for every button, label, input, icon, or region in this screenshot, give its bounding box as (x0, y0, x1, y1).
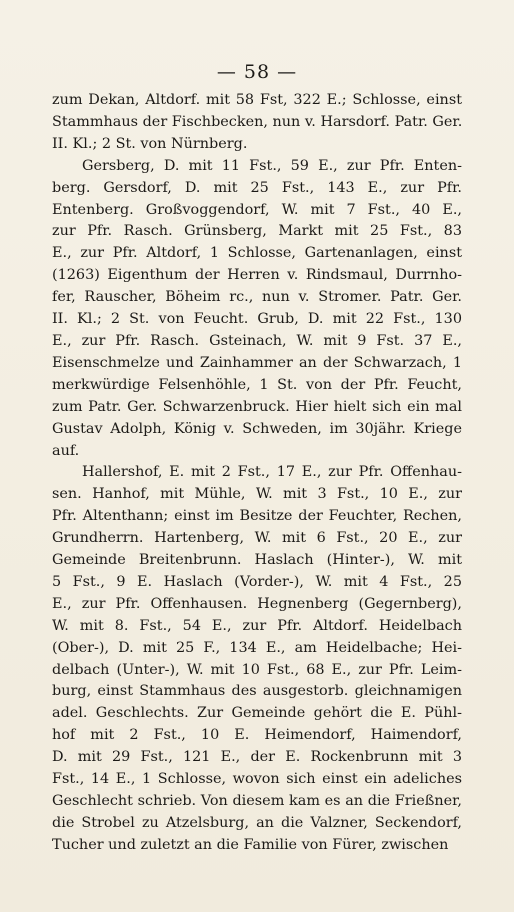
text-line: 5 Fst., 9 E. Haslach (Vorder-), W. mit 4 Fst., 25 (52, 573, 462, 590)
text-line: Fst., 14 E., 1 Schlosse, wovon sich einst ein adeliches (52, 771, 462, 788)
text-line: D. mit 29 Fst., 121 E., der E. Rockenbrunn mit 3 (52, 749, 462, 766)
text-line: Stammhaus der Fischbecken, nun v. Harsdorf. Patr. Ger. (52, 113, 462, 130)
paragraph (52, 156, 462, 463)
text-line: Gersberg, D. mit 11 Fst., 59 E., zur Pfr. Enten- (82, 157, 462, 174)
text-line: E., zur Pfr. Rasch. Gsteinach, W. mit 9 Fst. 37 E., (52, 332, 462, 349)
text-line: Pfr. Altenthann; einst im Besitze der Feuchter, Rechen, (52, 508, 462, 525)
text-line: zum Patr. Ger. Schwarzenbruck. Hier hielt sich ein mal (52, 398, 462, 415)
text-line: Entenberg. Großvoggendorf, W. mit 7 Fst., 40 E., (52, 201, 462, 218)
text-line: Geschlecht schrieb. Von diesem kam es an die Frießner, (52, 793, 462, 809)
text-line: hof mit 2 Fst., 10 E. Heimendorf, Haimendorf, (52, 727, 462, 744)
text-line: Eisenschmelze und Zainhammer an der Schwarzach, 1 (52, 354, 462, 371)
text-line: adel. Geschlechts. Zur Gemeinde gehört die E. Pühl- (52, 705, 462, 722)
paragraph (52, 90, 462, 156)
text-line: (1263) Eigenthum der Herren v. Rindsmaul, Durrnho- (52, 267, 462, 284)
text-line: II. Kl.; 2 St. von Nürnberg. (52, 135, 248, 152)
text-line: merkwürdige Felsenhöhle, 1 St. von der Pfr. Feucht, (52, 376, 462, 393)
text-line: E., zur Pfr. Altdorf, 1 Schlosse, Gartenanlagen, einst (52, 245, 462, 262)
text-line: Grundherrn. Hartenberg, W. mit 6 Fst., 20 E., zur (52, 530, 462, 547)
body-text (52, 90, 462, 857)
text-line: fer, Rauscher, Böheim rc., nun v. Stromer. Patr. Ger. (52, 289, 462, 306)
text-line: sen. Hanhof, mit Mühle, W. mit 3 Fst., 10 E., zur (52, 486, 462, 503)
text-line: zur Pfr. Rasch. Grünsberg, Markt mit 25 Fst., 83 (52, 223, 462, 240)
text-line: Gustav Adolph, König v. Schweden, im 30jähr. Kriege (52, 420, 462, 437)
page-number: — 58 — (216, 61, 298, 83)
text-line: berg. Gersdorf, D. mit 25 Fst., 143 E., zur Pfr. (52, 179, 462, 196)
text-line: zum Dekan, Altdorf. mit 58 Fst, 322 E.; Schlosse, einst (52, 92, 462, 108)
text-line: II. Kl.; 2 St. von Feucht. Grub, D. mit 22 Fst., 130 (52, 311, 462, 328)
text-line: auf. (52, 442, 80, 459)
text-line: Gemeinde Breitenbrunn. Haslach (Hinter-), W. mit (52, 552, 462, 569)
text-line: E., zur Pfr. Offenhausen. Hegnenberg (Gegernberg), (52, 595, 462, 612)
text-line: Hallershof, E. mit 2 Fst., 17 E., zur Pfr. Offenhau- (82, 464, 462, 481)
text-line: (Ober-), D. mit 25 F., 134 E., am Heidelbache; Hei- (52, 639, 462, 656)
text-line: burg, einst Stammhaus des ausgestorb. gleichnamigen (52, 683, 462, 700)
text-line: delbach (Unter-), W. mit 10 Fst., 68 E., zur Pfr. Leim- (52, 661, 462, 678)
text-line: W. mit 8. Fst., 54 E., zur Pfr. Altdorf. Heidelbach (52, 617, 462, 634)
text-line: die Strobel zu Atzelsburg, an die Valzner, Seckendorf, (52, 814, 462, 831)
text-line: Tucher und zuletzt an die Familie von Fürer, zwischen (52, 836, 449, 853)
paragraph (52, 462, 462, 856)
